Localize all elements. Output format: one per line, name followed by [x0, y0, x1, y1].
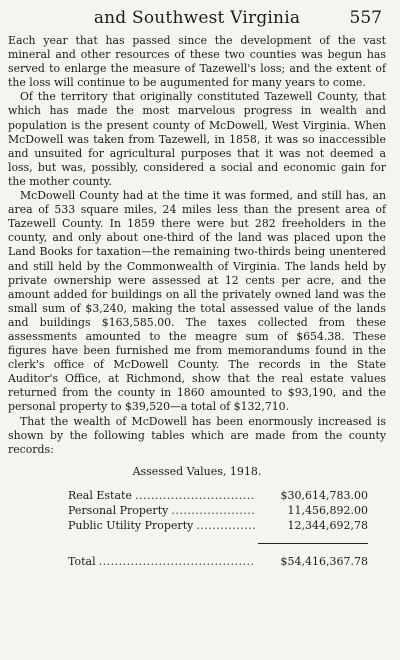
row-label: Real Estate: [68, 488, 132, 502]
table-title: Assessed Values, 1918.: [132, 464, 262, 478]
row-value: $30,614,783.00: [280, 488, 368, 502]
total-row: [68, 554, 368, 569]
running-header: [8, 0, 386, 34]
paragraph: Of the territory that originally constituted Tazewell County, that which has made the most marvelous progress in wealth and population is the present county of McDowell, West Virginia. When McDowell was taken from Tazewell, in 1858, it was so inaccessible and unsuited for agricultural purposes that it was not deemed a loss, but was, possibly, considered a social and economic gain for the mother county.: [8, 90, 386, 188]
leader-dots: [99, 554, 255, 569]
table-row: [68, 488, 368, 503]
paragraph: McDowell County had at the time it was formed, and still has, an area of 533 square miles, 24 miles less than the present area of Tazewell County. In 1859 there were but 282 freeholders in the county, and only about one-third of the land was placed upon the Land Books for taxation—the remaining two-thirds being unentered and still held by the Commonwealth of Virginia. The lands held by private ownership were assessed at 12 cents per acre, and the amount added for buildings on all the privately owned land was the small sum of $3,240, making the total assessed value of the lands and buildings $163,585.00. The taxes collected from these assessments amounted to the meagre sum of $654.38. These figures have been furnished me from memorandums found in the clerk's office of McDowell County. The records in the State Auditor's Office, at Richmond, show that the real estate values returned from the county in 1860 amounted to $93,190, and the personal property to $39,520—a total of $132,710.: [8, 189, 386, 414]
paragraph: Each year that has passed since the development of the vast mineral and other resources of these two counties was begun has served to enlarge the measure of Tazewell's loss; and the extent of the loss will continue to be augumented for many years to come.: [8, 34, 386, 90]
sum-rule: [258, 543, 368, 544]
row-value: 11,456,892.00: [287, 503, 368, 517]
row-value: 12,344,692,78: [287, 518, 368, 532]
header-title: and Southwest Virginia: [93, 8, 301, 28]
table-row: [68, 518, 368, 533]
paragraph: That the wealth of McDowell has been enormously increased is shown by the following tables which are made from the county records:: [8, 414, 386, 456]
total-label: Total: [68, 554, 96, 568]
total-value: $54,416,367.78: [280, 554, 368, 568]
leader-dots: [171, 503, 255, 518]
page-number: 557: [349, 8, 382, 28]
row-label: Public Utility Property: [68, 518, 194, 532]
leader-dots: [135, 488, 255, 503]
assessed-values-table: [68, 488, 368, 569]
table-row: [68, 503, 368, 518]
leader-dots: [196, 518, 255, 533]
body-text: [8, 34, 386, 457]
row-label: Personal Property: [68, 503, 169, 517]
